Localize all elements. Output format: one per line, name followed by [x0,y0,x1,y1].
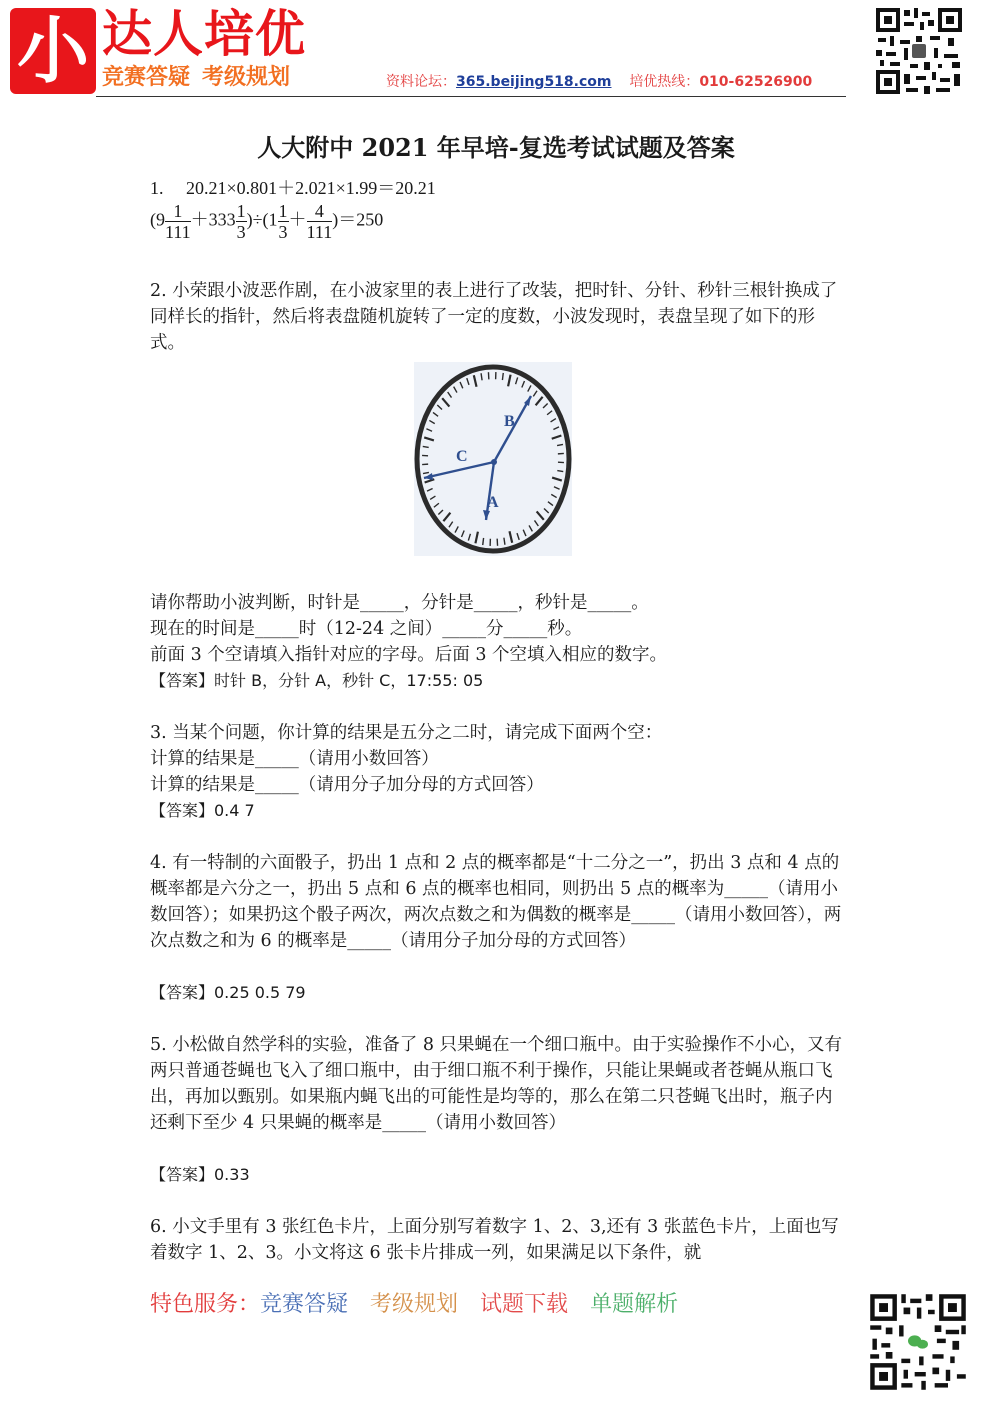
q1-fraction-2 [236,201,247,242]
clock-tick [509,531,512,543]
q1-mid: )÷(1 [246,209,278,230]
footer-item-download[interactable]: 试题下载 [480,1292,569,1317]
clock-tick [551,494,556,497]
brand-name: 达人培优 [102,5,306,63]
clock-tick [434,503,439,507]
q2-line1: 请你帮助小波判断，时针是_____，分针是_____，秒针是_____。 [150,593,649,613]
q6-text: 6. 小文手里有 3 张红色卡片，上面分别写着数字 1、2、3,还有 3 张蓝色卡片，上面也写着数字 1、2、3。小文将这 6 张卡片排成一列，如果满足以下条件，就 [150,1217,839,1263]
q2-line3: 前面 3 个空请填入指针对应的字母。后面 3 个空填入相应的数字。 [150,645,668,665]
clock-tick [437,405,442,409]
q1-plus-333: ＋333 [190,209,236,230]
clock-tick [543,403,548,408]
clock-tick [551,419,556,422]
clock-tick [455,526,458,532]
q3-line1: 计算的结果是_____（请用小数回答） [150,749,439,769]
q4-answer: 【答案】0.25 0.5 79 [150,983,306,1002]
clock-center [491,459,497,465]
clock-tick [448,392,452,398]
clock-tick [548,502,553,506]
clock-tick [534,520,538,526]
clock-diagram [414,362,572,556]
clock-tick [481,373,482,380]
hotline-label: 培优热线： [629,74,700,90]
clock-label-b: B [504,413,515,430]
q4-text: 4. 有一特制的六面骰子，扔出 1 点和 2 点的概率都是“十二分之一”，扔出 3 点和 4 点的概率都是六分之一，扔出 5 点和 6 点的概率也相同，则扔出 5 点的概率为_____（请用小数回答）；如果扔这个骰子两次，两次点数之和为偶数的概率是_____（请用小数回答），两次点数之和为 6 的概率是_____（请用分子加分母的方式回答） [150,853,842,951]
clock-tick [442,398,449,406]
clock-tick [474,375,477,387]
clock-tick [536,397,543,406]
q1-open: (9 [150,209,165,230]
q1-number: 1. [150,178,164,198]
clock-tick [483,538,484,545]
clock-figure [414,362,572,556]
q1-f4-numerator: 4 [307,201,333,222]
clock-tick [423,472,429,473]
clock-tick [462,531,465,537]
clock-face-rim [417,367,569,551]
q5-text: 5. 小松做自然学科的实验，准备了 8 只果蝇在一个细口瓶中。由于实验操作不小心，又有两只普通苍蝇也飞入了细口瓶中，由于细口瓶不利于操作，只能让果蝇或者苍蝇从瓶口飞出，再加以甄别。如果瓶内蝇飞出的可能性是均等的，那么在第二只苍蝇飞出时，瓶子内还剩下至少 4 只果蝇的概率是_____（请用小数回答） [150,1035,843,1133]
clock-tick [522,381,525,387]
q1-fraction-3 [278,201,289,242]
q1-plus: ＋ [288,209,307,230]
header-divider [96,96,846,97]
clock-tick [537,511,544,519]
qr-code-bottom-icon [868,1292,968,1392]
clock-label-c: C [456,448,468,465]
clock-tick [468,534,470,541]
q1-equation1: 20.21×0.801＋2.021×1.99＝20.21 [186,178,436,198]
q1-f2-denominator: 3 [236,222,246,242]
q1-line1 [150,176,436,200]
footer-item-analysis[interactable]: 单题解析 [590,1292,679,1317]
footer-label: 特色服务： [150,1292,261,1317]
q1-f1-numerator: 1 [165,201,191,222]
clock-tick [508,375,510,387]
q1-fraction-1 [165,201,191,242]
forum-label: 资料论坛： [386,74,456,90]
clock-tick [443,513,450,522]
clock-tick [517,533,519,540]
clock-tick [504,538,505,545]
clock-tick [547,411,552,415]
clock-tick [528,385,531,391]
qr-code-top-icon [874,6,964,96]
clock-tick [502,373,503,380]
footer-item-qa[interactable]: 竞赛答疑 [260,1292,349,1317]
brand-tagline-2: 考级规划 [202,65,291,90]
clock-tick [430,496,435,499]
q1-result: )＝250 [332,209,384,230]
header-info [386,72,812,92]
clock-tick [523,530,526,536]
clock-tick [426,429,432,432]
q2-line2: 现在的时间是_____时（12-24 之间）_____分_____秒。 [150,619,583,639]
q1-f4-denominator: 111 [306,222,333,242]
q1-f2-numerator: 1 [236,201,246,221]
clock-tick [516,377,518,384]
brand-tagline-1: 竞赛答疑 [102,65,191,90]
q1-fraction-4 [307,201,333,242]
clock-tick [552,478,562,481]
clock-tick [438,510,443,515]
brand-tagline [102,64,302,92]
q2-text: 2. 小荣跟小波恶作剧，在小波家里的表上进行了改装，把时针、分针、秒针三根针换成了同样长的指针，然后将表盘随机旋转了一定的度数，小波发现时，表盘呈现了如下的形式。 [150,281,838,353]
logo-mark: 小 [10,8,96,94]
q1-f3-numerator: 1 [278,201,288,221]
clock-tick [423,446,429,447]
clock-label-a: A [487,494,499,511]
q1-line2 [150,201,383,242]
q1-f1-denominator: 111 [165,222,191,242]
clock-tick [557,444,563,445]
footer-services [150,1290,700,1320]
page-title: 人大附中 2021 年早培-复选考试试题及答案 [257,133,735,162]
clock-tick [557,471,563,472]
clock-tick [433,412,438,416]
clock-tick [424,437,434,440]
q3-answer: 【答案】0.4 7 [150,801,255,820]
q1-f3-denominator: 3 [278,222,288,242]
forum-link[interactable]: 365.beijing518.com [456,74,612,90]
footer-item-planning[interactable]: 考级规划 [370,1292,459,1317]
clock-tick [449,522,453,528]
clock-tick [552,435,562,438]
clock-tick [544,508,549,512]
q3-line2: 计算的结果是_____（请用分子加分母的方式回答） [150,775,544,795]
clock-tick [529,525,532,531]
hotline-number: 010-62526900 [699,74,813,90]
q5-answer: 【答案】0.33 [150,1165,250,1184]
clock-tick [533,391,537,397]
q3-text: 3. 当某个问题，你计算的结果是五分之二时，请完成下面两个空： [150,723,663,743]
clock-tick [454,387,457,393]
q2-answer: 【答案】时针 B，分针 A，秒针 C，17:55: 05 [150,671,484,690]
clock-tick [475,532,477,544]
clock-tick-marks [422,372,564,546]
clock-hand-a-tip [483,510,490,520]
clock-tick [467,378,469,385]
clock-tick [460,382,463,388]
clock-tick [554,487,560,490]
clock-tick [427,488,433,491]
clock-tick [553,427,559,430]
clock-tick [429,420,434,423]
